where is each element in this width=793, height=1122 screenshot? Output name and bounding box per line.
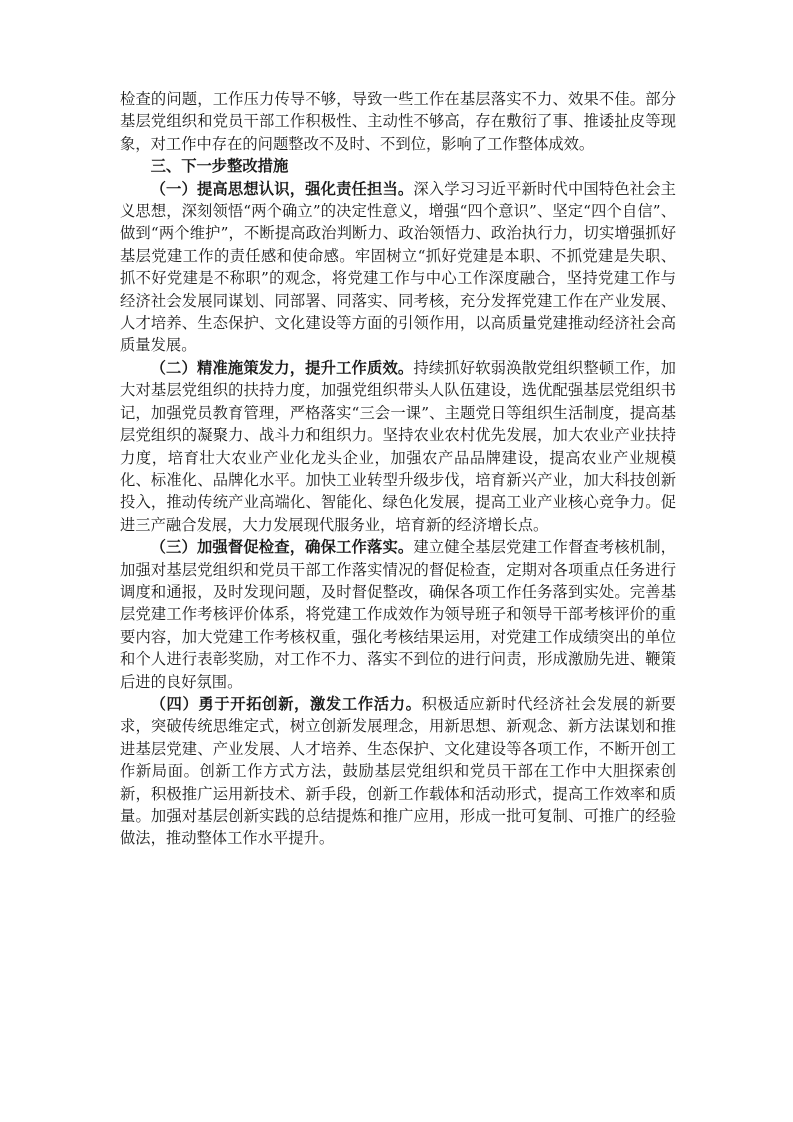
document-page <box>120 88 676 850</box>
measure-paragraph-3 <box>120 536 676 693</box>
measure-3-lead: （三）加强督促检查，确保工作落实。 <box>150 538 414 557</box>
measure-1-lead: （一）提高思想认识，强化责任担当。 <box>150 179 414 198</box>
measure-1-body: 深入学习习近平新时代中国特色社会主义思想，深刻领悟“两个确立”的决定性意义，增强“四个意识”、坚定“四个自信”、做到“两个维护”，不断提高政治判断力、政治领悟力、政治执行力，切实增强抓好基层党建工作的责任感和使命感。牢固树立“抓好党建是本职、不抓党建是失职、抓不好党建是不称职”的观念，将党建工作与中心工作深度融合，坚持党建工作与经济社会发展同谋划、同部署、同落实、同考核，充分发挥党建工作在产业发展、人才培养、生态保护、文化建设等方面的引领作用，以高质量党建推动经济社会高质量发展。 <box>120 179 676 355</box>
measure-4-body: 积极适应新时代经济社会发展的新要求，突破传统思维定式，树立创新发展理念，用新思想、新观念、新方法谋划和推进基层党建、产业发展、人才培养、生态保护、文化建设等各项工作，不断开创工作新局面。创新工作方式方法，鼓励基层党组织和党员干部在工作中大胆探索创新，积极推广运用新技术、新手段，创新工作载体和活动形式，提高工作效率和质量。加强对基层创新实践的总结提炼和推广应用，形成一批可复制、可推广的经验做法，推动整体工作水平提升。 <box>120 694 676 848</box>
measure-paragraph-1 <box>120 178 676 357</box>
measure-2-lead: （二）精准施策发力，提升工作质效。 <box>150 358 414 377</box>
continuation-paragraph: 检查的问题，工作压力传导不够，导致一些工作在基层落实不力、效果不佳。部分基层党组织和党员干部工作积极性、主动性不够高，存在敷衍了事、推诿扯皮等现象，对工作中存在的问题整改不及时、不到位，影响了工作整体成效。 <box>120 90 676 153</box>
measure-2-body: 持续抓好软弱涣散党组织整顿工作，加大对基层党组织的扶持力度，加强党组织带头人队伍建设，选优配强基层党组织书记，加强党员教育管理，严格落实“三会一课”、主题党日等组织生活制度，提高基层党组织的凝聚力、战斗力和组织力。坚持农业农村优先发展，加大农业产业扶持力度，培育壮大农业产业化龙头企业，加强农产品品牌建设，提高农业产业规模化、标准化、品牌化水平。加快工业转型升级步伐，培育新兴产业，加大科技创新投入，推动传统产业高端化、智能化、绿色化发展，提高工业产业核心竞争力。促进三产融合发展，大力发展现代服务业，培育新的经济增长点。 <box>120 358 676 534</box>
measure-4-lead: （四）勇于开拓创新，激发工作活力。 <box>150 694 422 713</box>
measure-3-body: 建立健全基层党建工作督查考核机制，加强对基层党组织和党员干部工作落实情况的督促检查，定期对各项重点任务进行调度和通报，及时发现问题，及时督促整改，确保各项工作任务落到实处。完善基层党建工作考核评价体系，将党建工作成效作为领导班子和领导干部考核评价的重要内容，加大党建工作考核权重，强化考核结果运用，对党建工作成绩突出的单位和个人进行表彰奖励，对工作不力、落实不到位的进行问责，形成激励先进、鞭策后进的良好氛围。 <box>120 538 676 691</box>
measure-paragraph-4 <box>120 693 676 850</box>
section-heading: 三、下一步整改措施 <box>150 157 289 176</box>
measure-paragraph-2 <box>120 357 676 536</box>
